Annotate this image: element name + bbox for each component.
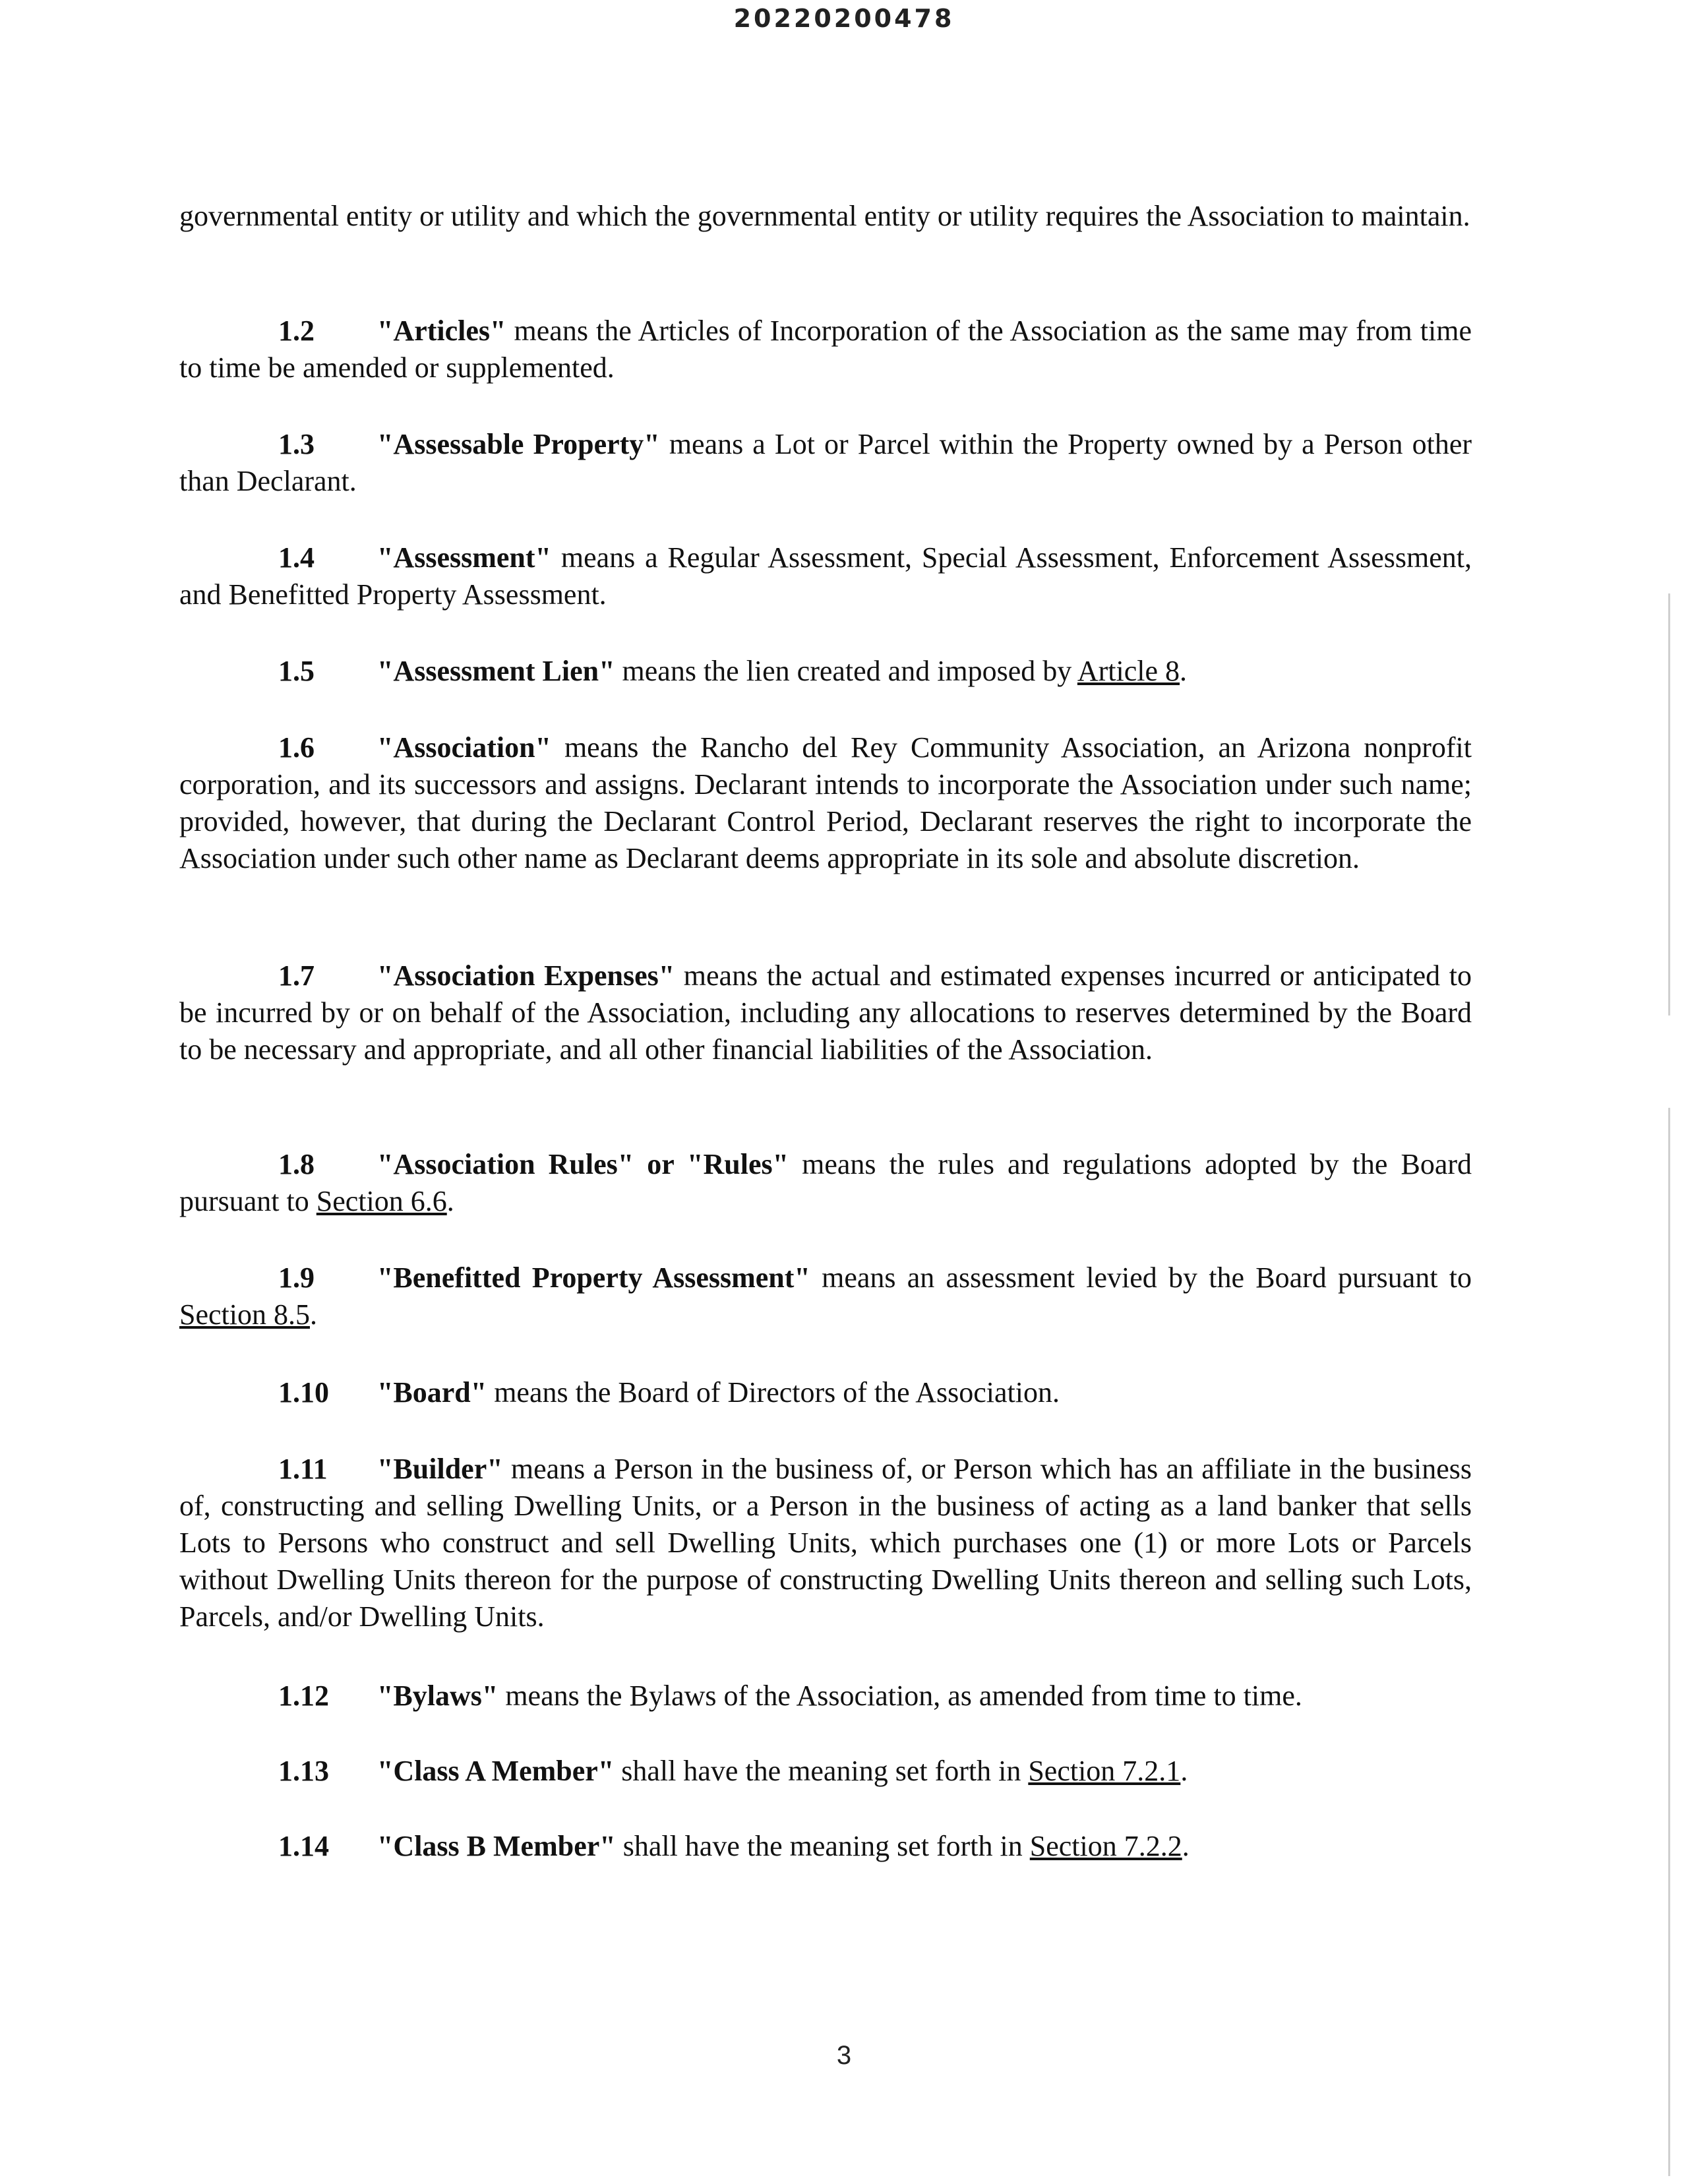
- clause-1-6: [179, 729, 1472, 877]
- defined-term: "Assessment Lien": [377, 655, 615, 687]
- clause-number: 1.10: [278, 1376, 329, 1409]
- clause-number: 1.12: [278, 1680, 329, 1712]
- clause-1-14: [179, 1828, 1472, 1865]
- clause-text: means the Board of Directors of the Association.: [487, 1376, 1060, 1409]
- clause-text-end: .: [1182, 1830, 1190, 1862]
- clause-1-13: [179, 1753, 1472, 1790]
- document-number: 20220200478: [733, 4, 955, 33]
- clause-number: 1.8: [278, 1148, 315, 1180]
- defined-term: "Benefitted Property Assessment": [377, 1261, 810, 1294]
- defined-term: "Articles": [377, 315, 506, 347]
- page-number: 3: [836, 2041, 852, 2070]
- clause-1-11: [179, 1451, 1472, 1635]
- clause-number: 1.7: [278, 959, 315, 992]
- defined-term: "Bylaws": [377, 1680, 498, 1712]
- defined-term: "Class A Member": [377, 1755, 615, 1787]
- defined-term: "Board": [377, 1376, 487, 1409]
- section-8-5-link[interactable]: Section 8.5: [179, 1298, 310, 1331]
- clause-text: means the rules and regulations adopted by the Board pursuant to: [179, 1148, 1472, 1217]
- clause-number: 1.2: [278, 315, 315, 347]
- article-8-link[interactable]: Article 8: [1077, 655, 1180, 687]
- clause-text: means the Bylaws of the Association, as amended from time to time.: [498, 1680, 1302, 1712]
- clause-1-2: [179, 313, 1472, 386]
- clause-number: 1.13: [278, 1755, 329, 1787]
- defined-term: "Association Rules" or "Rules": [377, 1148, 789, 1180]
- clause-text: means an assessment levied by the Board pursuant to: [810, 1261, 1472, 1294]
- clause-text: means the actual and estimated expenses incurred or anticipated to be incurred by or on behalf of the Association, including any allocations to reserves determined by the Board to be necessary and appropriate, and all other financial liabilities of the Association.: [179, 959, 1472, 1066]
- clause-text: shall have the meaning set forth in: [614, 1755, 1029, 1787]
- scan-edge-artifact: [1668, 593, 1670, 1016]
- section-6-6-link[interactable]: Section 6.6: [316, 1185, 447, 1217]
- clause-text: means a Lot or Parcel within the Property owned by a Person other than Declarant.: [179, 428, 1472, 497]
- clause-text: means the lien created and imposed by: [615, 655, 1077, 687]
- clause-1-7: [179, 957, 1472, 1068]
- clause-number: 1.3: [278, 428, 315, 460]
- clause-number: 1.5: [278, 655, 315, 687]
- clause-number: 1.6: [278, 731, 315, 764]
- clause-text-end: .: [1180, 655, 1188, 687]
- defined-term: "Association": [377, 731, 551, 764]
- clause-number: 1.4: [278, 541, 315, 574]
- defined-term: "Class B Member": [377, 1830, 616, 1862]
- clause-1-9: [179, 1259, 1472, 1333]
- clause-text: means a Regular Assessment, Special Assessment, Enforcement Assessment, and Benefitted Property Assessment.: [179, 541, 1472, 611]
- clause-text: means the Rancho del Rey Community Association, an Arizona nonprofit corporation, and its successors and assigns. Declarant intends to incorporate the Association under such name; provided, however, that during the Declarant Control Period, Declarant reserves the right to incorporate the Association under such other name as Declarant deems appropriate in its sole and absolute discretion.: [179, 731, 1472, 874]
- clause-text-end: .: [309, 1298, 317, 1331]
- clause-number: 1.9: [278, 1261, 315, 1294]
- clause-1-8: [179, 1146, 1472, 1220]
- defined-term: "Builder": [377, 1453, 503, 1485]
- defined-term: "Assessment": [377, 541, 551, 574]
- clause-number: 1.14: [278, 1830, 329, 1862]
- intro-paragraph: governmental entity or utility and which the governmental entity or utility requires the Association to maintain.: [179, 200, 1470, 232]
- clause-text-end: .: [1180, 1755, 1188, 1787]
- clause-1-10: [179, 1374, 1472, 1411]
- defined-term: "Assessable Property": [377, 428, 660, 460]
- clause-text: means a Person in the business of, or Person which has an affiliate in the business of, constructing and selling Dwelling Units, or a Person in the business of acting as a land banker that sells Lots to Persons who construct and sell Dwelling Units, which purchases one (1) or more Lots or Parcels without Dwelling Units thereon for the purpose of constructing Dwelling Units thereon and selling such Lots, Parcels, and/or Dwelling Units.: [179, 1453, 1472, 1633]
- clause-1-3: [179, 426, 1472, 500]
- clause-1-5: [179, 653, 1472, 690]
- section-7-2-2-link[interactable]: Section 7.2.2: [1029, 1830, 1182, 1862]
- clause-text: shall have the meaning set forth in: [615, 1830, 1030, 1862]
- clause-1-4: [179, 539, 1472, 613]
- section-7-2-1-link[interactable]: Section 7.2.1: [1028, 1755, 1181, 1787]
- defined-term: "Association Expenses": [377, 959, 675, 992]
- clause-1-12: [179, 1678, 1472, 1714]
- scan-edge-artifact: [1668, 1108, 1670, 2176]
- clause-text: means the Articles of Incorporation of the Association as the same may from time to time be amended or supplemented.: [179, 315, 1472, 384]
- clause-number: 1.11: [278, 1453, 328, 1485]
- clause-text-end: .: [446, 1185, 454, 1217]
